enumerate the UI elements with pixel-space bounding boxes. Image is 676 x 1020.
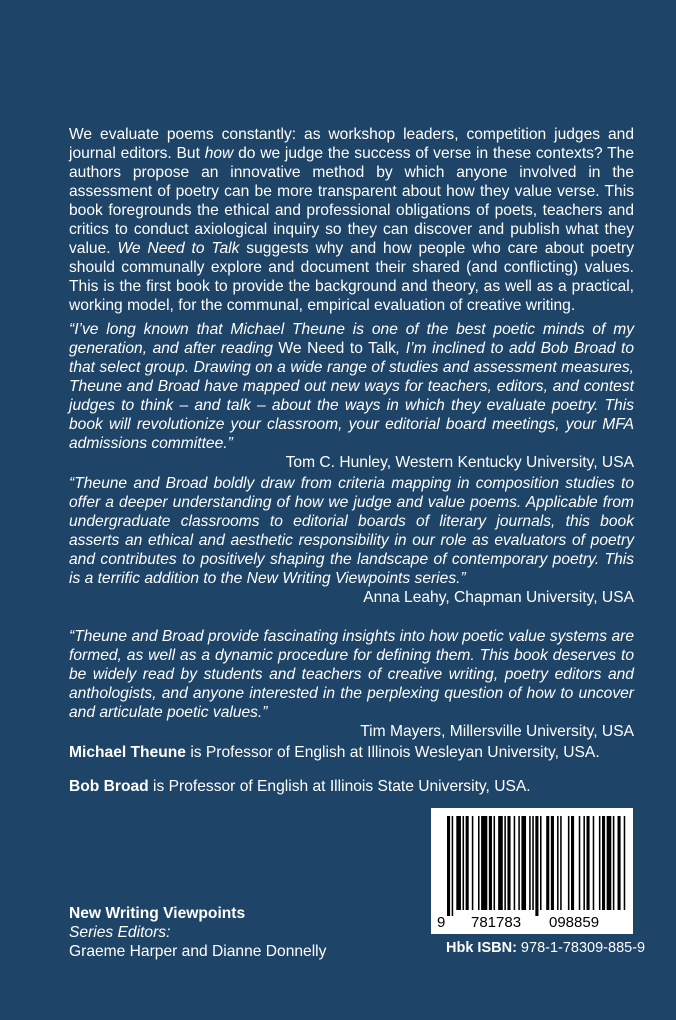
barcode-bar (452, 816, 454, 916)
isbn-barcode (431, 808, 633, 934)
author-bio-theune: Michael Theune is Professor of English at Illinois Wesleyan University, USA. (69, 744, 600, 761)
barcode-bar (618, 816, 621, 910)
barcode-bar (521, 816, 526, 910)
series-info (69, 904, 326, 961)
series-editors-label: Series Editors: (69, 924, 171, 941)
barcode-bar (560, 816, 562, 910)
barcode-bar (518, 816, 520, 910)
barcode-bar (507, 816, 510, 910)
barcode-bar (504, 816, 506, 910)
barcode-bar (447, 816, 450, 916)
barcode-bar (481, 816, 487, 910)
endorsement-attribution: Anna Leahy, Chapman University, USA (363, 589, 634, 606)
barcode-bar (514, 816, 516, 910)
blurb-text: do we judge the success of verse in these contexts? The authors propose an innovative method by which anyone involved in the assessment of poetry can be more transparent about how they value verse. This book foregrounds the ethical and professional obligations of poets, teachers and critics to conduct axiological inquiry so they can discover and publish what they value. (69, 145, 634, 257)
endorsement-text: “I’ve long known that Michael Theune is one of the best poetic minds of my generation, and after reading We Need to Talk, I’m inclined to add Bob Broad to that select group. Drawing on a wide range of studies and assessment measures, Theune and Broad have mapped out new ways for teachers, editors, and contest judges to think – and talk – about the ways in which they evaluate poetry. This book will revolutionize your classroom, your editorial board meetings, your MFA admissions committee.” (69, 321, 635, 452)
author-bio-broad: Bob Broad is Professor of English at Illinois State University, USA. (69, 778, 531, 795)
barcode-bar (489, 816, 492, 910)
barcode-bar (456, 816, 461, 910)
isbn-value: 978-1-78309-885-9 (516, 940, 646, 956)
barcode-bar (535, 816, 538, 916)
barcode-bar (532, 816, 534, 910)
endorsement-mayers (69, 627, 634, 741)
barcode-bar (540, 816, 542, 910)
barcode-bar (546, 816, 549, 910)
isbn-label: Hbk ISBN: (446, 940, 517, 956)
blurb-book-title: We Need to Talk (117, 240, 240, 257)
barcode-bar (583, 816, 585, 910)
endorsement-hunley (69, 320, 634, 472)
barcode-bar (557, 816, 559, 910)
barcode-bar (472, 816, 474, 910)
series-title: New Writing Viewpoints (69, 905, 246, 922)
barcode-bar (494, 816, 496, 910)
blurb-text: We evaluate poems constantly: as workshop leaders, competition judges and journal editors. But (69, 126, 634, 162)
endorsement-attribution: Tom C. Hunley, Western Kentucky University, USA (285, 454, 634, 471)
barcode-bar (613, 816, 615, 910)
endorsement-leahy (69, 474, 634, 607)
barcode-bar (587, 816, 590, 910)
author-name: Bob Broad (69, 778, 149, 795)
barcode-bar (551, 816, 554, 910)
barcode-bar (529, 816, 531, 910)
barcode-bar (478, 816, 480, 910)
barcode-bar (593, 816, 595, 910)
series-editors: Graeme Harper and Dianne Donnelly (69, 943, 327, 960)
barcode-bar (624, 816, 626, 910)
barcode-bar (463, 816, 465, 910)
barcode-bar (568, 816, 570, 910)
blurb-emphasis: how (204, 145, 234, 162)
endorsement-text: “Theune and Broad provide fascinating insights into how poetic value systems are formed, as well as a dynamic procedure for defining them. This book deserves to be widely read by students and teachers of creative writing, poetry editors and anthologists, and anyone interested in the perplexing question of how to uncover and articulate poetic values.” (69, 628, 634, 721)
isbn-line (446, 940, 646, 956)
barcode-bar (602, 816, 605, 910)
book-description (69, 125, 634, 315)
endorsement-text: “Theune and Broad boldly draw from criteria mapping in composition studies to offer a deeper understanding of how we judge and value poems. Applicable from undergraduate classrooms to editorial boards of literary journals, this book asserts an ethical and aesthetic responsibility in our role as evaluators of poetry and contributes to positively shaping the landscape of contemporary poetry. This is a terrific addition to the New Writing Viewpoints series.” (69, 475, 634, 587)
barcode-bar (579, 816, 581, 910)
barcode-bar (466, 816, 469, 910)
barcode-bar (607, 816, 612, 910)
author-name: Michael Theune (69, 744, 186, 761)
barcode-bar (599, 816, 601, 910)
endorsement-attribution: Tim Mayers, Millersville University, USA (360, 723, 634, 740)
endorsement-book-title: We Need to Talk (278, 340, 396, 357)
barcode-digits: 9 781783 098859 (437, 914, 600, 931)
barcode-bar (571, 816, 574, 910)
blurb-text: suggests why and how people who care about poetry should communally explore and document their shared (and conflicting) values. This is the first book to provide the background and theory, as well as a practical, working model, for the communal, empirical evaluation of creative writing. (69, 240, 635, 314)
barcode-bar (498, 816, 503, 910)
